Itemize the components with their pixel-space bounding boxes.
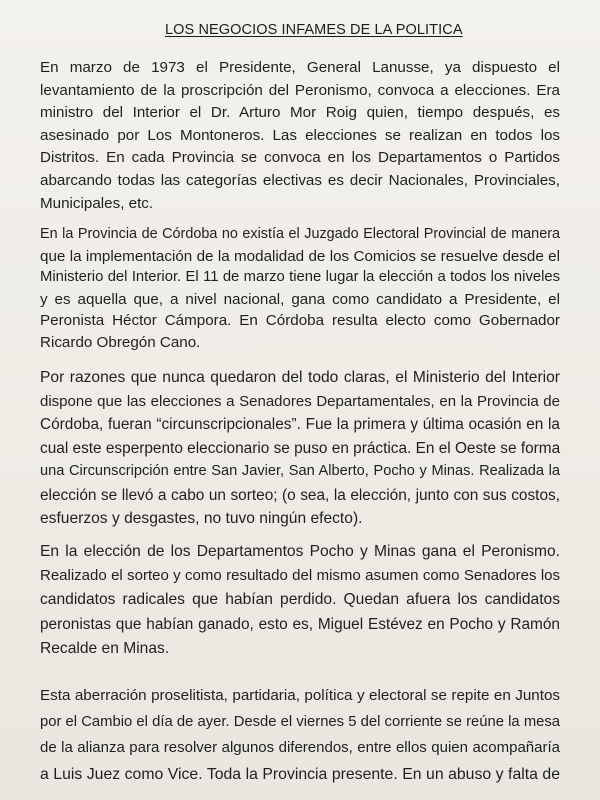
text-line: Esta aberración proselitista, partidaria, política y electoral se repite en Juntos [40, 687, 560, 704]
text-line: Por razones que nunca quedaron del todo claras, el Ministerio del Interior [40, 369, 560, 386]
text-line: levantamiento de la proscripción del Peronismo, convoca a elecciones. Era [40, 81, 560, 99]
text-line: En la Provincia de Córdoba no existía el Juzgado Electoral Provincial de manera [40, 226, 560, 242]
text-line: de la alianza para resolver algunos diferendos, entre ellos quien acompañaría [40, 739, 560, 757]
text-line: a Luis Juez como Vice. Toda la Provincia presente. En un abuso y falta de [40, 765, 560, 783]
paragraph-4 [40, 540, 560, 661]
text-line: que la implementación de la modalidad de los Comicios se resuelve desde el [40, 247, 560, 265]
text-line: Córdoba, fueran “circunscripcionales”. Fue la primera y última ocasión en la [40, 416, 560, 433]
text-line: Ricardo Obregón Cano. [40, 333, 201, 351]
paragraph-3 [40, 366, 560, 531]
text-line: y es aquella que, a nivel nacional, gana como candidato a Presidente, el [40, 290, 560, 308]
text-line: una Circunscripción entre San Javier, San Alberto, Pocho y Minas. Realizada la [40, 463, 560, 479]
text-line: candidatos radicales que habían perdido. Quedan afuera los candidatos [40, 591, 560, 609]
text-line: elección se llevó a cabo un sorteo; (o sea, la elección, junto con sus costos, [40, 486, 560, 504]
text-line: esfuerzos y desgastes, no tuvo ningún efecto). [40, 510, 363, 527]
text-line: peronistas que habían ganado, esto es, Miguel Estévez en Pocho y Ramón [40, 615, 560, 633]
text-line: Realizado el sorteo y como resultado del mismo asumen como Senadores los [40, 567, 560, 585]
document-title: LOS NEGOCIOS INFAMES DE LA POLITICA [165, 22, 463, 38]
text-line: Municipales, etc. [40, 194, 154, 212]
text-line: dispone que las elecciones a Senadores Departamentales, en la Provincia de [40, 392, 560, 410]
text-line: En marzo de 1973 el Presidente, General Lanusse, ya dispuesto el [40, 59, 560, 76]
paragraph-5 [40, 683, 560, 788]
text-line: cual este esperpento eleccionario se puso en práctica. En el Oeste se forma [40, 439, 561, 457]
text-line: Peronista Héctor Cámpora. En Córdoba resulta electo como Gobernador [40, 312, 560, 329]
text-line: abarcando todas las categorías electivas es decir Nacionales, Provinciales, [40, 171, 560, 189]
paragraph-2 [40, 224, 560, 353]
text-line: Ministerio del Interior. El 11 de marzo tiene lugar la elección a todos los niveles [40, 269, 560, 285]
text-line: Recalde en Minas. [40, 639, 170, 657]
paragraph-1 [40, 57, 560, 215]
text-line: por el Cambio el día de ayer. Desde el viernes 5 del corriente se reúne la mesa [40, 714, 560, 731]
text-line: asesinado por Los Montoneros. Las elecciones se realizan en todos los [40, 126, 560, 144]
text-line: En la elección de los Departamentos Pocho y Minas gana el Peronismo. [40, 543, 560, 560]
text-line: Distritos. En cada Provincia se convoca en los Departamentos o Partidos [40, 149, 560, 167]
text-line: ministro del Interior el Dr. Arturo Mor Roig quien, tiempo después, es [40, 104, 560, 122]
